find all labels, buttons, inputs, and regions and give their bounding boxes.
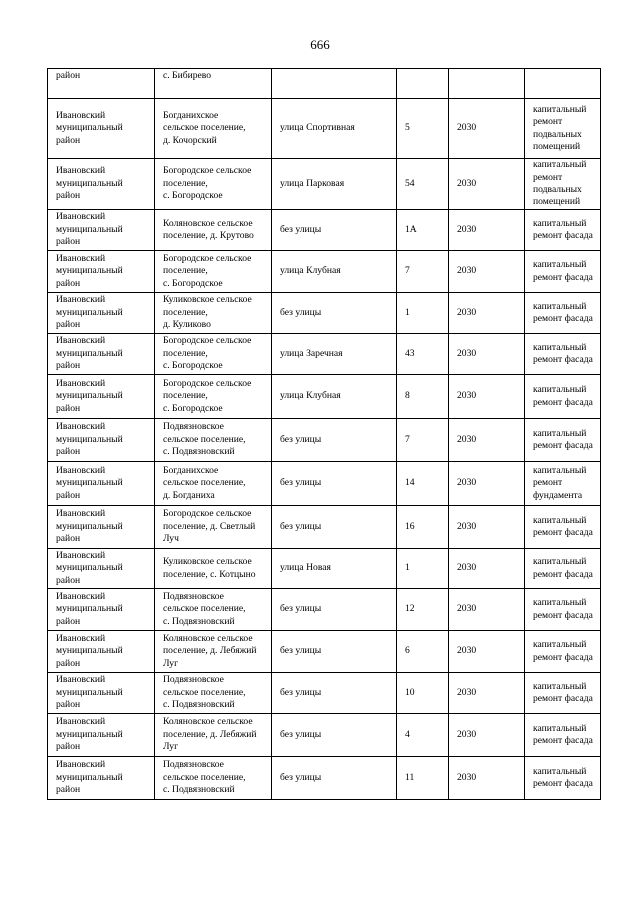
cell-work: капитальный ремонт фасада	[525, 506, 601, 549]
cell-district: Ивановский муниципальный район	[48, 210, 155, 251]
cell-district: Ивановский муниципальный район	[48, 757, 155, 800]
cell-district: Ивановский муниципальный район	[48, 334, 155, 375]
table-row	[48, 549, 601, 589]
cell-street: улица Парковая	[272, 159, 397, 210]
cell-work: капитальный ремонт подвальных помещений	[525, 159, 601, 210]
cell-house: 14	[397, 462, 449, 506]
cell-street: без улицы	[272, 419, 397, 462]
cell-work: капитальный ремонт фасада	[525, 631, 601, 673]
cell-year: 2030	[449, 506, 525, 549]
cell-work: капитальный ремонт фасада	[525, 714, 601, 757]
cell-district: район	[48, 69, 155, 99]
cell-year: 2030	[449, 757, 525, 800]
cell-settlement: Богородское сельское поселение, с. Богородское	[155, 375, 272, 419]
cell-year: 2030	[449, 375, 525, 419]
cell-work: капитальный ремонт фасада	[525, 210, 601, 251]
cell-settlement: Богородское сельское поселение, с. Богородское	[155, 334, 272, 375]
cell-year	[449, 69, 525, 99]
cell-district: Ивановский муниципальный район	[48, 549, 155, 589]
table-row	[48, 159, 601, 210]
cell-street: улица Заречная	[272, 334, 397, 375]
cell-work: капитальный ремонт фасада	[525, 334, 601, 375]
cell-street: улица Клубная	[272, 251, 397, 293]
cell-street	[272, 69, 397, 99]
cell-year: 2030	[449, 714, 525, 757]
cell-settlement: Подвязновское сельское поселение, с. Подвязновский	[155, 673, 272, 714]
cell-street: улица Новая	[272, 549, 397, 589]
cell-settlement: Коляновское сельское поселение, д. Лебяжий Луг	[155, 631, 272, 673]
cell-house: 6	[397, 631, 449, 673]
cell-street: без улицы	[272, 673, 397, 714]
cell-year: 2030	[449, 334, 525, 375]
table-row	[48, 631, 601, 673]
cell-year: 2030	[449, 251, 525, 293]
cell-district: Ивановский муниципальный район	[48, 506, 155, 549]
cell-district: Ивановский муниципальный район	[48, 462, 155, 506]
cell-year: 2030	[449, 631, 525, 673]
cell-house: 1	[397, 549, 449, 589]
table-body	[48, 69, 601, 800]
cell-settlement: с. Бибирево	[155, 69, 272, 99]
cell-work: капитальный ремонт фасада	[525, 375, 601, 419]
cell-district: Ивановский муниципальный район	[48, 251, 155, 293]
table-row	[48, 506, 601, 549]
cell-year: 2030	[449, 293, 525, 334]
cell-house: 7	[397, 419, 449, 462]
cell-house: 12	[397, 589, 449, 631]
cell-house: 16	[397, 506, 449, 549]
cell-house: 7	[397, 251, 449, 293]
cell-district: Ивановский муниципальный район	[48, 673, 155, 714]
table-row	[48, 673, 601, 714]
cell-street: без улицы	[272, 757, 397, 800]
cell-street: без улицы	[272, 210, 397, 251]
cell-district: Ивановский муниципальный район	[48, 99, 155, 159]
cell-settlement: Богданихское сельское поселение, д. Богданиха	[155, 462, 272, 506]
cell-year: 2030	[449, 419, 525, 462]
cell-year: 2030	[449, 549, 525, 589]
cell-street: без улицы	[272, 714, 397, 757]
cell-house: 10	[397, 673, 449, 714]
cell-house: 4	[397, 714, 449, 757]
cell-district: Ивановский муниципальный район	[48, 419, 155, 462]
cell-settlement: Коляновское сельское поселение, д. Крутово	[155, 210, 272, 251]
cell-work: капитальный ремонт фасада	[525, 757, 601, 800]
table-row	[48, 210, 601, 251]
cell-work: капитальный ремонт фасада	[525, 419, 601, 462]
cell-work: капитальный ремонт фасада	[525, 549, 601, 589]
page-number: 666	[310, 37, 330, 52]
cell-work	[525, 69, 601, 99]
table-row	[48, 462, 601, 506]
cell-settlement: Богданихское сельское поселение, д. Кочорский	[155, 99, 272, 159]
cell-district: Ивановский муниципальный район	[48, 159, 155, 210]
cell-street: без улицы	[272, 631, 397, 673]
repair-schedule-table	[47, 68, 601, 800]
table-row	[48, 419, 601, 462]
cell-work: капитальный ремонт фасада	[525, 673, 601, 714]
cell-settlement: Богородское сельское поселение, д. Светлый Луч	[155, 506, 272, 549]
cell-street: без улицы	[272, 589, 397, 631]
cell-house: 11	[397, 757, 449, 800]
cell-settlement: Богородское сельское поселение, с. Богородское	[155, 159, 272, 210]
table-row	[48, 251, 601, 293]
cell-work: капитальный ремонт фасада	[525, 251, 601, 293]
table-row	[48, 99, 601, 159]
table-row	[48, 375, 601, 419]
cell-house: 5	[397, 99, 449, 159]
cell-street: без улицы	[272, 506, 397, 549]
cell-house	[397, 69, 449, 99]
cell-work: капитальный ремонт подвальных помещений	[525, 99, 601, 159]
table-row	[48, 589, 601, 631]
cell-year: 2030	[449, 589, 525, 631]
cell-house: 1А	[397, 210, 449, 251]
cell-district: Ивановский муниципальный район	[48, 714, 155, 757]
table-row	[48, 757, 601, 800]
cell-year: 2030	[449, 462, 525, 506]
cell-district: Ивановский муниципальный район	[48, 631, 155, 673]
cell-settlement: Куликовское сельское поселение, д. Куликово	[155, 293, 272, 334]
cell-street: улица Клубная	[272, 375, 397, 419]
table-row	[48, 334, 601, 375]
cell-year: 2030	[449, 673, 525, 714]
cell-settlement: Коляновское сельское поселение, д. Лебяжий Луг	[155, 714, 272, 757]
cell-settlement: Богородское сельское поселение, с. Богородское	[155, 251, 272, 293]
continuation-row	[48, 69, 601, 99]
cell-house: 8	[397, 375, 449, 419]
cell-work: капитальный ремонт фасада	[525, 589, 601, 631]
cell-house: 43	[397, 334, 449, 375]
cell-settlement: Подвязновское сельское поселение, с. Подвязновский	[155, 419, 272, 462]
cell-street: улица Спортивная	[272, 99, 397, 159]
table-row	[48, 714, 601, 757]
cell-house: 1	[397, 293, 449, 334]
cell-work: капитальный ремонт фундамента	[525, 462, 601, 506]
cell-street: без улицы	[272, 293, 397, 334]
cell-district: Ивановский муниципальный район	[48, 589, 155, 631]
cell-settlement: Подвязновское сельское поселение, с. Подвязновский	[155, 757, 272, 800]
cell-district: Ивановский муниципальный район	[48, 293, 155, 334]
cell-district: Ивановский муниципальный район	[48, 375, 155, 419]
table-row	[48, 293, 601, 334]
cell-year: 2030	[449, 99, 525, 159]
cell-year: 2030	[449, 159, 525, 210]
cell-work: капитальный ремонт фасада	[525, 293, 601, 334]
cell-house: 54	[397, 159, 449, 210]
cell-settlement: Подвязновское сельское поселение, с. Подвязновский	[155, 589, 272, 631]
cell-year: 2030	[449, 210, 525, 251]
cell-settlement: Куликовское сельское поселение, с. Котцыно	[155, 549, 272, 589]
cell-street: без улицы	[272, 462, 397, 506]
